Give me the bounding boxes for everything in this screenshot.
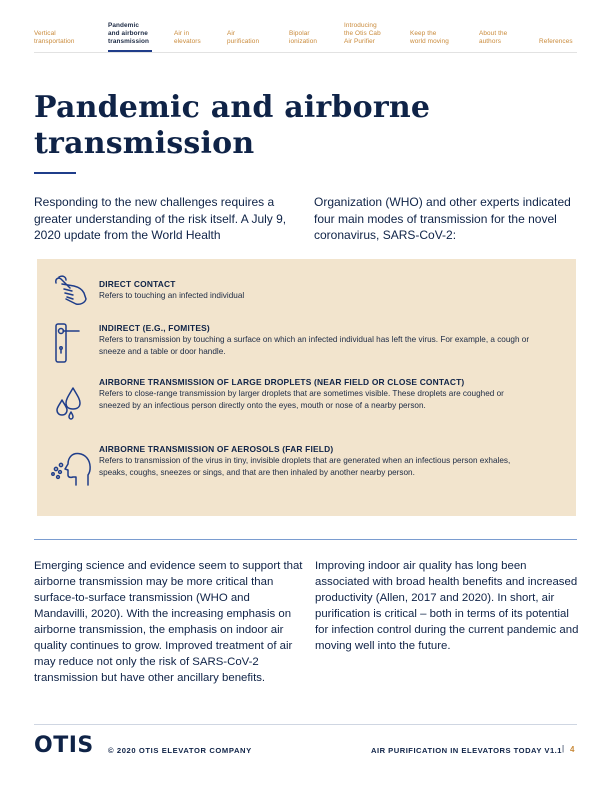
touch-hand-icon <box>52 275 90 307</box>
nav-item-pandemic[interactable]: Pandemic and airborne transmission <box>108 22 149 45</box>
mode-description: Refers to transmission of the virus in tiny, invisible droplets that are generated when an infectious person exhales, speaks, coughs, sneezes or sings, and that are then inhaled by another nearby person. <box>99 456 511 478</box>
nav-active-indicator <box>108 50 152 52</box>
page-number: 4 <box>570 745 575 754</box>
body-text-left: Emerging science and evidence seem to support that airborne transmission may be more critical than surface-to-surface transmission (WHO and Mandavilli, 2020). With the increasing emphasis on airborne transmission, the emphasis on indoor air quality continues to grow. Improved treatment of air may reduce not only the risk of SARS-CoV-2 transmission but have other ancillary benefits. <box>34 560 303 684</box>
nav-item-about-authors[interactable]: About the authors <box>479 30 508 45</box>
otis-logo: OTIS <box>34 733 94 758</box>
mode-description: Refers to transmission by touching a surface on which an infected individual has left the virus. For example, a cough or sneeze and a table or door handle. <box>99 335 530 357</box>
mode-description: Refers to close-range transmission by larger droplets that are sometimes visible. These droplets are coughed or sneezed by an infectious person directly onto the eyes, mouth or nose of a nearby person. <box>99 389 504 411</box>
nav-item-cab-air-purifier[interactable]: Introducing the Otis Cab Air Purifier <box>344 22 381 45</box>
body-text-right: Improving indoor air quality has long been associated with broad health benefits and increased productivity (Allen, 2017 and 2020). In short, air purification is critical – both in terms of its potential for infection control during the current pandemic and moving well into the future. <box>315 560 579 652</box>
mode-aerosols <box>99 444 534 480</box>
droplets-icon <box>54 386 86 420</box>
section-nav <box>0 0 612 60</box>
mode-title: AIRBORNE TRANSMISSION OF LARGE DROPLETS (NEAR FIELD OR CLOSE CONTACT) <box>99 377 465 387</box>
footer-divider <box>34 724 577 725</box>
mode-indirect-fomites <box>99 323 534 359</box>
mode-title: INDIRECT (E.G., FOMITES) <box>99 323 210 333</box>
section-divider <box>34 539 577 540</box>
mode-large-droplets <box>99 377 534 413</box>
copyright-text: © 2020 OTIS ELEVATOR COMPANY <box>108 746 252 755</box>
mode-description: Refers to touching an infected individual <box>99 291 245 300</box>
door-handle-icon <box>54 322 82 364</box>
nav-item-vertical-transportation[interactable]: Vertical transportation <box>34 30 75 45</box>
nav-item-bipolar-ionization[interactable]: Bipolar ionization <box>289 30 318 45</box>
cough-head-icon <box>50 451 92 487</box>
nav-item-keep-world-moving[interactable]: Keep the world moving <box>410 30 449 45</box>
mode-title: AIRBORNE TRANSMISSION OF AEROSOLS (FAR FIELD) <box>99 444 334 454</box>
document-title: AIR PURIFICATION IN ELEVATORS TODAY V1.1 <box>370 746 562 755</box>
mode-direct-contact <box>99 279 534 302</box>
transmission-modes-panel <box>37 259 576 516</box>
intro-text-left: Responding to the new challenges requires a greater understanding of the risk itself. A July 9, 2020 update from the World Health <box>34 195 287 242</box>
nav-item-air-in-elevators[interactable]: Air in elevators <box>174 30 201 45</box>
intro-text-right: Organization (WHO) and other experts indicated four main modes of transmission for the novel coronavirus, SARS-CoV-2: <box>314 195 571 242</box>
title-rule <box>34 172 76 174</box>
nav-item-air-purification[interactable]: Air purification <box>227 30 260 45</box>
page-title: Pandemic and airborne transmission <box>34 90 431 161</box>
nav-item-references[interactable]: References <box>539 38 573 45</box>
mode-title: DIRECT CONTACT <box>99 279 176 289</box>
nav-divider <box>34 52 577 53</box>
page-separator: | <box>562 744 565 753</box>
